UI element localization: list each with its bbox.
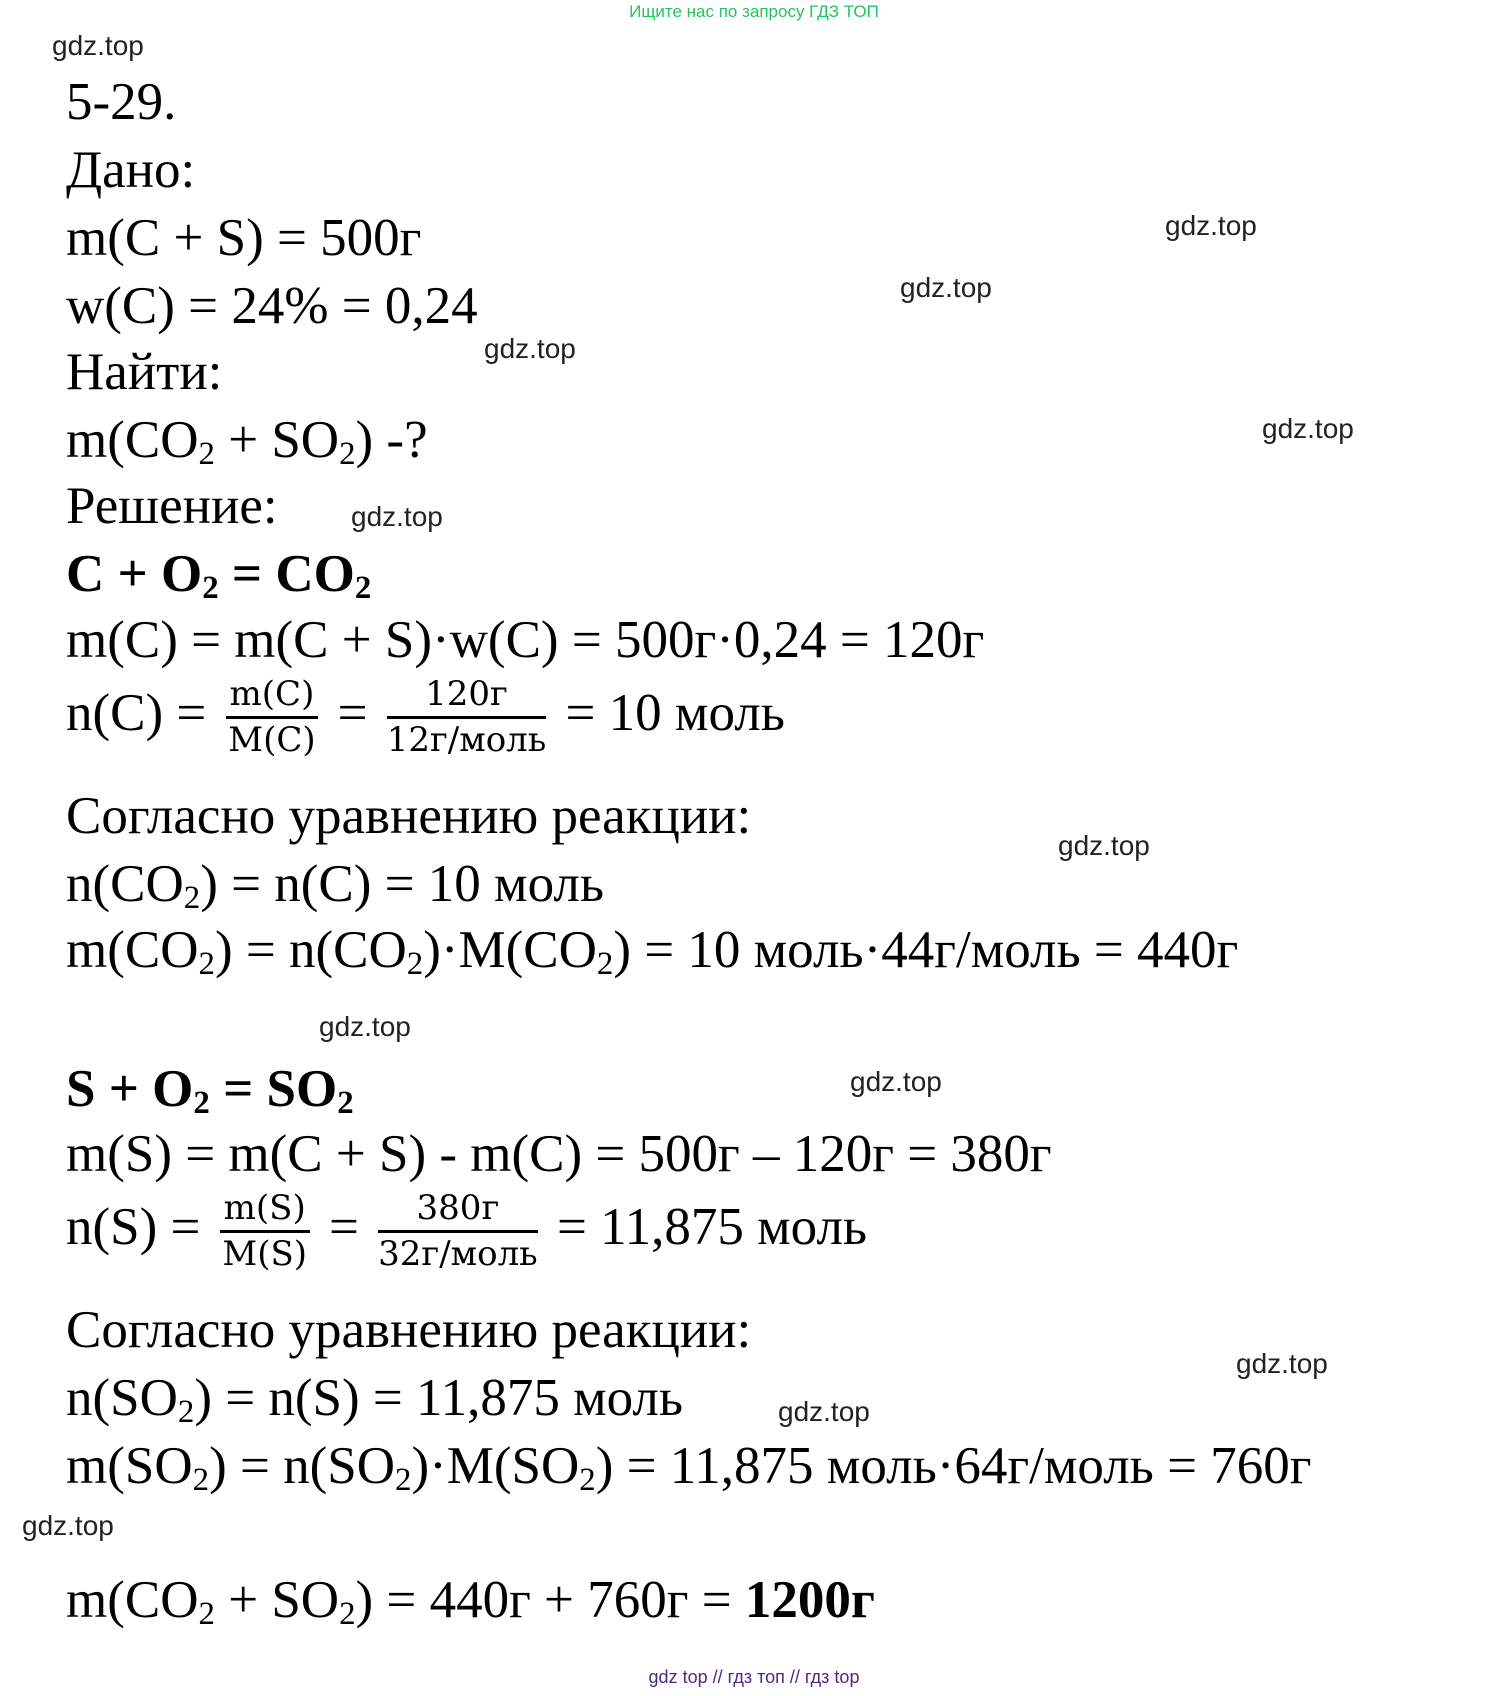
watermark: gdz.top <box>778 1396 870 1427</box>
mass-so2: $m(SO_2) = n(SO_2)\cdot M(SO_2) = 11,875$ моль·64г/моль = 760г <box>66 1437 1312 1499</box>
find-label: Найти: <box>66 343 223 401</box>
given-mass: m(C + S) = 500г <box>66 209 422 267</box>
total-answer: 1200г <box>744 1571 875 1629</box>
moles-carbon: n(C) = $\frac{m(C)}{M(C)}$ = $\frac{120г}{\text{12г/моль}}$ = 10 моль <box>66 674 785 761</box>
according-reaction-1: Согласно уравнению реакции: <box>66 787 752 845</box>
watermark: gdz.top <box>319 1011 411 1042</box>
watermark: gdz.top <box>1165 210 1257 241</box>
find-target: $m(CO_2 + SO_2)$ -? <box>66 411 428 473</box>
watermark: gdz.top <box>351 501 443 532</box>
given-fraction: w(C) = 24% = 0,24 <box>66 277 478 335</box>
fraction-380-over-32: $\frac{380г}{\text{32г/моль}}$ <box>378 1188 538 1275</box>
watermark: gdz.top <box>1236 1348 1328 1379</box>
mass-sulfur: m(S) = m(C + S) - m(C) = 500г – 120г = 380г <box>66 1125 1052 1183</box>
mass-carbon: m(C) = m(C + S)·w(C) = 500г·0,24 = 120г <box>66 611 985 669</box>
watermark: gdz.top <box>22 1510 114 1541</box>
mass-co2: $m(CO_2) = n(CO_2)\cdot M(CO_2) = 10$ моль·44г/моль = 440г <box>66 921 1239 983</box>
fraction-mS-over-MS: $\frac{m(S)}{M(S)}$ <box>220 1189 310 1274</box>
fraction-mC-over-MC: $\frac{m(C)}{M(C)}$ <box>226 675 319 760</box>
problem-number: 5-29. <box>66 73 177 131</box>
watermark: gdz.top <box>52 30 144 61</box>
watermark: gdz.top <box>850 1066 942 1097</box>
moles-sulfur: n(S) = $\frac{m(S)}{M(S)}$ = $\frac{380г}{\text{32г/моль}}$ = 11,875 моль <box>66 1188 868 1275</box>
according-reaction-2: Согласно уравнению реакции: <box>66 1301 752 1359</box>
moles-co2: $n(CO_2) = n(C) = 10$ моль <box>66 855 605 917</box>
header-search-hint: Ищите нас по запросу ГДЗ ТОП <box>629 2 879 21</box>
moles-so2: $n(SO_2) = n(S) = 11,875$ моль <box>66 1369 684 1431</box>
reaction-sulfur: $S + O_2 = SO_2$ <box>66 1060 354 1122</box>
solution-label: Решение: <box>66 477 278 535</box>
fraction-120-over-12: $\frac{120г}{\text{12г/моль}}$ <box>386 674 547 761</box>
watermark: gdz.top <box>900 272 992 303</box>
watermark: gdz.top <box>1262 413 1354 444</box>
reaction-carbon: $C + O_2 = CO_2$ <box>66 545 372 607</box>
footer-watermark: gdz top // гдз топ // гдз top <box>648 1667 860 1687</box>
watermark: gdz.top <box>1058 830 1150 861</box>
watermark: gdz.top <box>484 333 576 364</box>
given-label: Дано: <box>66 141 196 199</box>
total-mass: $m(CO_2 + SO_2) = 440г + 760г = 1200г$ <box>66 1571 875 1633</box>
